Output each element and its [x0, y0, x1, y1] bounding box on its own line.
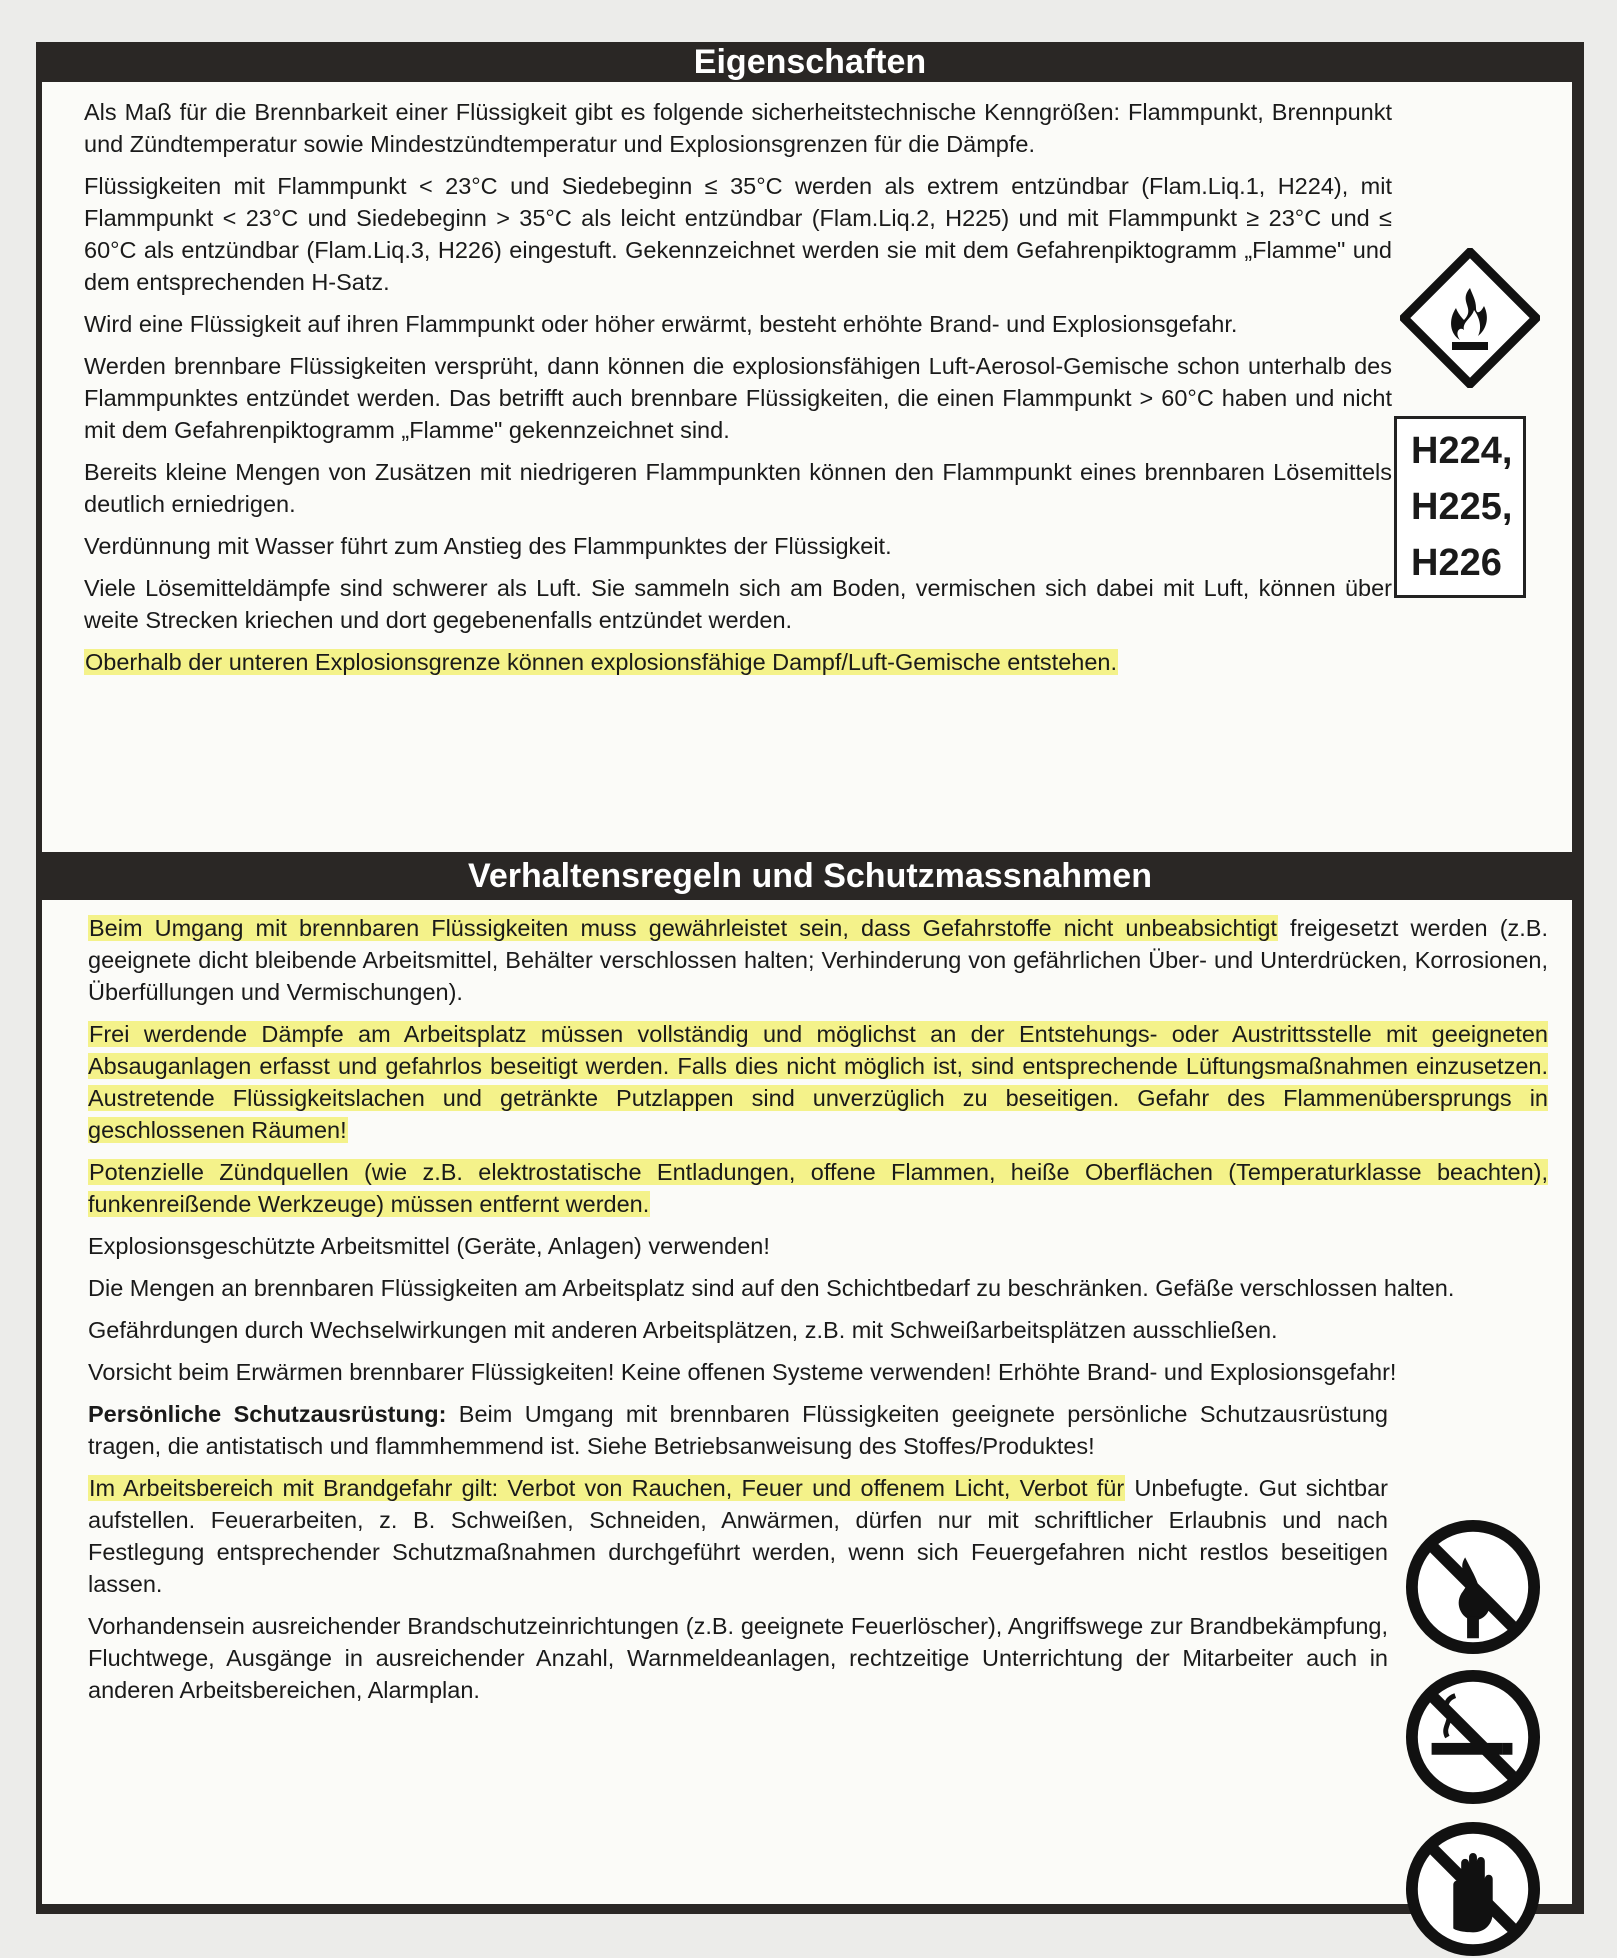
paragraph: Vorsicht beim Erwärmen brennbarer Flüssigkeiten! Keine offenen Systeme verwenden! Erhöhte Brand- und Explosionsgefahr! [88, 1359, 1397, 1385]
paragraph [88, 1472, 1388, 1600]
paragraph: Viele Lösemitteldämpfe sind schwerer als Luft. Sie sammeln sich am Boden, vermischen sich dabei mit Luft, können über weite Strecken kriechen und dort gegebenenfalls entzündet werden. [84, 575, 1392, 633]
section-title-rules: Verhaltensregeln und Schutzmassnahmen [468, 857, 1152, 895]
no-unauthorized-access-icon [1404, 1820, 1542, 1958]
rules-text [88, 912, 1548, 1716]
paragraph [88, 1156, 1548, 1220]
hazard-code: H226 [1411, 542, 1502, 584]
paragraph: Vorhandensein ausreichender Brandschutzeinrichtungen (z.B. geeignete Feuerlöscher), Angriffswege zur Brandbekämpfung, Fluchtwege, Ausgänge in ausreichender Anzahl, Warnmeldeanlagen, rechtzeitige Unterrichtung der Mitarbeiter auch in anderen Arbeitsbereichen, Alarmplan. [88, 1613, 1388, 1703]
paragraph: Gefährdungen durch Wechselwirkungen mit anderen Arbeitsplätzen, z.B. mit Schweißarbeitsplätzen ausschließen. [88, 1317, 1278, 1343]
paragraph: Flüssigkeiten mit Flammpunkt < 23°C und Siedebeginn ≤ 35°C werden als extrem entzündbar (Flam.Liq.1, H224), mit Flammpunkt < 23°C und Siedebeginn > 35°C als leicht entzündbar (Flam.Liq.2, H225) und mit Flammpunkt ≥ 23°C und ≤ 60°C als entzündbar (Flam.Liq.3, H226) eingestuft. Gekennzeichnet werden sie mit dem Gefahrenpiktogramm „Flamme" und dem entsprechenden H-Satz. [84, 173, 1392, 295]
properties-panel [42, 82, 1572, 852]
highlight: Im Arbeitsbereich mit Brandgefahr gilt: Verbot von Rauchen, Feuer und offenem Licht, Verbot für [89, 1475, 1125, 1501]
text-span: freigesetzt werden (z.B. geeignete dicht bleibende Arbeitsmittel, Behälter verschlossen halten; Verhinderung von gefährlichen Über- und Unterdrücken, Korrosionen, Überfüllungen und Vermischungen). [88, 915, 1548, 1005]
paragraph: Als Maß für die Brennbarkeit einer Flüssigkeit gibt es folgende sicherheitstechnische Kenngrößen: Flammpunkt, Brennpunkt und Zündtemperatur sowie Mindestzündtemperatur und Explosionsgrenzen für die Dämpfe. [84, 99, 1392, 157]
highlight: Beim Umgang mit brennbaren Flüssigkeiten muss gewährleistet sein, dass Gefahrstoffe nicht unbeabsichtigt [89, 915, 1277, 941]
section-title-properties: Eigenschaften [693, 43, 927, 81]
highlight: Oberhalb der unteren Explosionsgrenze können explosionsfähige Dampf/Luft-Gemische entstehen. [85, 649, 1118, 675]
text-span: Beim Umgang mit brennbaren Flüssigkeiten geeignete persönliche Schutzausrüstung tragen, die antistatisch und flammhemmend ist. Siehe Betriebsanweisung des Stoffes/Produktes! [88, 1401, 1388, 1459]
highlight: Potenzielle Zündquellen (wie z.B. elektrostatische Entladungen, offene Flammen, heiße Oberflächen (Temperaturklasse beachten), funkenreißende Werkzeuge) müssen entfernt werden. [88, 1159, 1548, 1217]
properties-text [84, 96, 1392, 688]
hazard-code: H224, [1411, 430, 1513, 472]
paragraph-highlighted [84, 646, 1392, 678]
rules-panel [42, 900, 1572, 1904]
text-span: Unbefugte. Gut sichtbar aufstellen. Feuerarbeiten, z. B. Schweißen, Schneiden, Anwärmen, dürfen nur mit schriftlicher Erlaubnis und nach Festlegung entsprechender Schutzmaßnahmen durchgeführt werden, wenn sich Feuergefahren nicht restlos beseitigen lassen. [88, 1475, 1388, 1597]
ppe-label: Persönliche Schutzausrüstung: [88, 1401, 447, 1427]
paragraph [88, 912, 1548, 1008]
paragraph: Verdünnung mit Wasser führt zum Anstieg des Flammpunktes der Flüssigkeit. [84, 533, 892, 559]
paragraph: Explosionsgeschützte Arbeitsmittel (Geräte, Anlagen) verwenden! [88, 1233, 770, 1259]
flame-hazard-icon [1400, 248, 1540, 388]
no-open-flame-icon [1404, 1518, 1542, 1656]
document-sheet [36, 42, 1584, 1914]
hazard-code: H225, [1411, 486, 1513, 528]
paragraph: Bereits kleine Mengen von Zusätzen mit niedrigeren Flammpunkten können den Flammpunkt eines brennbaren Lösemittels deutlich erniedrigen. [84, 459, 1392, 517]
hazard-codes-box [1394, 416, 1526, 598]
paragraph [88, 1018, 1548, 1146]
no-smoking-icon [1404, 1668, 1542, 1806]
paragraph: Wird eine Flüssigkeit auf ihren Flammpunkt oder höher erwärmt, besteht erhöhte Brand- und Explosionsgefahr. [84, 311, 1238, 337]
paragraph: Die Mengen an brennbaren Flüssigkeiten am Arbeitsplatz sind auf den Schichtbedarf zu beschränken. Gefäße verschlossen halten. [88, 1275, 1455, 1301]
paragraph: Werden brennbare Flüssigkeiten versprüht, dann können die explosionsfähigen Luft-Aerosol-Gemische schon unterhalb des Flammpunktes entzündet werden. Das betrifft auch brennbare Flüssigkeiten, die einen Flammpunkt > 60°C haben und nicht mit dem Gefahrenpiktogramm „Flamme" gekennzeichnet sind. [84, 353, 1392, 443]
highlight: Frei werdende Dämpfe am Arbeitsplatz müssen vollständig und möglichst an der Entstehungs- oder Austrittsstelle mit geeigneten Absauganlagen erfasst und gefahrlos beseitigt werden. Falls dies nicht möglich ist, sind entsprechende Lüftungsmaßnahmen einzusetzen. Austretende Flüssigkeitslachen und getränkte Putzlappen sind unverzüglich zu beseitigen. Gefahr des Flammenübersprungs in geschlossenen Räumen! [88, 1021, 1548, 1143]
paragraph [88, 1398, 1388, 1462]
